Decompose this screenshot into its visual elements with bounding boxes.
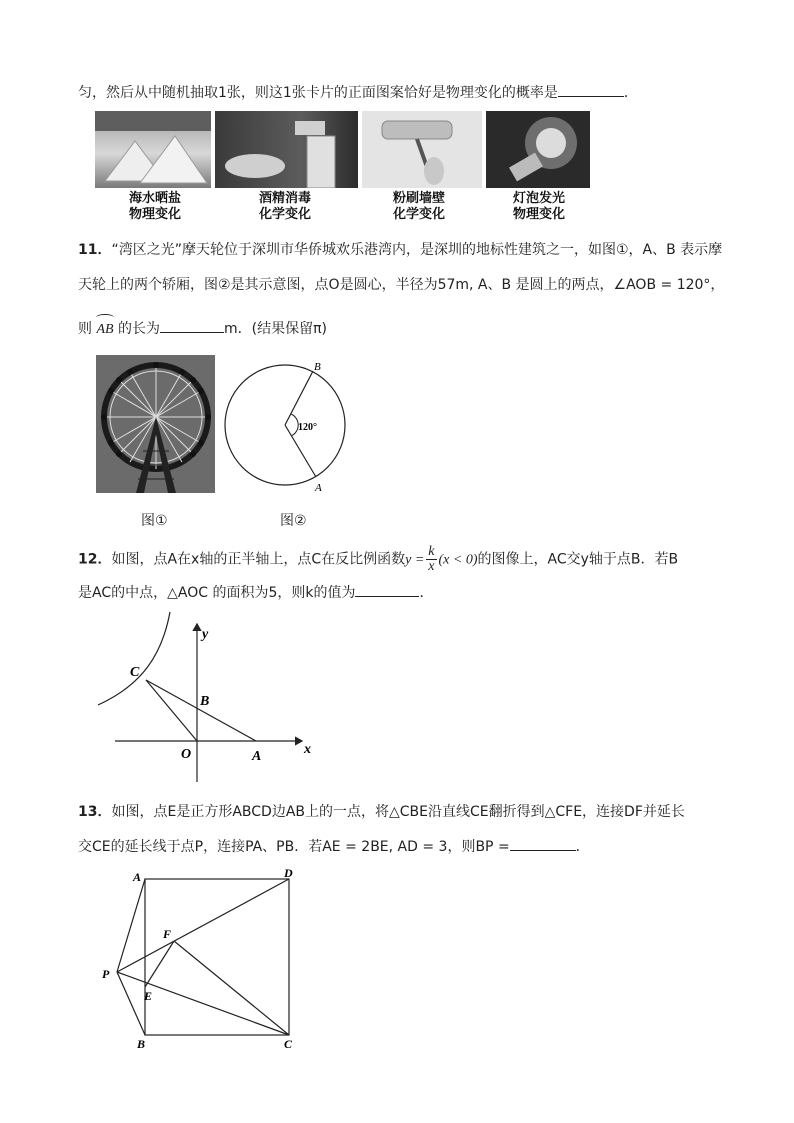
func-condition: (x < 0) xyxy=(438,552,478,568)
q10-end: ． xyxy=(623,85,638,101)
point-a-label: A xyxy=(252,749,262,764)
card-caption-4 xyxy=(494,191,584,223)
q12-answer-blank[interactable] xyxy=(355,582,419,597)
segment-pb xyxy=(117,972,145,1035)
q10-text-line xyxy=(78,82,638,103)
ferris-wheel-photo xyxy=(96,355,215,493)
bulb-image xyxy=(486,111,590,188)
q13-text-2b: ． xyxy=(575,839,590,855)
q12-number: 12． xyxy=(78,551,112,568)
segment-cf xyxy=(174,941,289,1035)
card-1-type: 物理变化 xyxy=(128,207,181,222)
spray-bottle-image xyxy=(215,111,358,188)
q12-coordinate-diagram xyxy=(90,610,320,790)
point-b-label: B xyxy=(314,361,321,373)
q11-answer-blank[interactable] xyxy=(160,318,224,333)
q13-answer-blank[interactable] xyxy=(510,836,576,851)
card-4-title: 灯泡发光 xyxy=(512,191,565,206)
label-d: D xyxy=(284,866,293,880)
q11-text-2: 天轮上的两个轿厢，图②是其示意图，点O是圆心，半径为57m, A、B 是圆上的两点，∠AOB = 120°， xyxy=(78,277,725,293)
label-a: A xyxy=(133,870,142,884)
label-e: E xyxy=(144,989,153,1003)
origin-label: O xyxy=(181,747,192,762)
segment-pd xyxy=(117,879,289,972)
label-b: B xyxy=(137,1037,146,1051)
q13-line-2 xyxy=(78,836,590,857)
segment-pc xyxy=(117,972,289,1035)
point-a-label: A xyxy=(315,482,322,494)
arc-mark xyxy=(96,314,113,321)
segment-pa xyxy=(117,879,145,972)
q11-line-1 xyxy=(78,240,722,260)
arc-ab-text: AB xyxy=(96,322,114,337)
light-bulb-photo xyxy=(486,111,590,188)
fraction-denominator: x xyxy=(428,559,435,574)
q12-text-1a: 如图，点A在x轴的正半轴上，点C在反比例函数 xyxy=(111,551,406,568)
q12-text-1b: 的图像上，AC交y轴于点B．若B xyxy=(477,551,679,568)
fraction-k-over-x xyxy=(426,545,436,574)
label-p: P xyxy=(102,967,110,981)
segment-oc xyxy=(146,680,197,741)
q12-line-2 xyxy=(78,582,433,603)
sea-salt-photo xyxy=(95,111,211,188)
fig2-label: 图② xyxy=(280,513,307,529)
square-abcd xyxy=(145,879,289,1035)
q13-text-2a: 交CE的延长线于点P，连接PA、PB．若AE = 2BE, AD = 3，则BP = xyxy=(78,839,510,855)
q12-text-2a: 是AC的中点，△AOC 的面积为5，则k的值为 xyxy=(78,585,356,601)
y-axis-label: y xyxy=(202,627,209,642)
label-f: F xyxy=(163,927,172,941)
radius-ob xyxy=(285,371,313,425)
card-3-type: 化学变化 xyxy=(392,207,445,222)
card-caption-2 xyxy=(240,191,330,223)
hyperbola-curve xyxy=(98,612,170,705)
card-1-title: 海水晒盐 xyxy=(128,191,181,206)
q11-text-1: “湾区之光”摩天轮位于深圳市华侨城欢乐港湾内，是深圳的地标性建筑之一，如图①，A、B 表示摩 xyxy=(111,242,723,258)
q11-text-3a: 则 xyxy=(78,321,97,337)
point-c-label: C xyxy=(130,665,140,680)
q12-text-2b: ． xyxy=(419,585,434,601)
card-3-title: 粉刷墙壁 xyxy=(392,191,445,206)
card-2-type: 化学变化 xyxy=(258,207,311,222)
arc-ab-symbol xyxy=(96,320,113,340)
alcohol-spray-photo xyxy=(215,111,358,188)
segment-ef xyxy=(145,941,174,987)
point-b-label: B xyxy=(200,694,210,709)
ferris-wheel-image xyxy=(96,355,215,493)
q13-number: 13． xyxy=(78,804,112,820)
q10-text: 匀，然后从中随机抽取1张，则这1张卡片的正面图案恰好是物理变化的概率是 xyxy=(78,85,558,101)
q13-line-1 xyxy=(78,802,685,822)
angle-label: 120° xyxy=(298,422,317,433)
card-4-type: 物理变化 xyxy=(512,207,565,222)
card-caption-1 xyxy=(110,191,200,223)
square-fold-diagram xyxy=(95,862,315,1062)
fig1-label: 图① xyxy=(141,513,168,529)
q10-answer-blank[interactable] xyxy=(558,82,624,97)
card-caption-3 xyxy=(374,191,464,223)
salt-pile-image xyxy=(95,111,211,188)
q11-line-3 xyxy=(78,318,327,340)
circle-diagram xyxy=(220,355,350,495)
q11-text-3c: m．(结果保留π) xyxy=(224,321,328,337)
label-c: C xyxy=(284,1037,293,1051)
card-2-title: 酒精消毒 xyxy=(258,191,311,206)
q11-number: 11． xyxy=(78,242,112,258)
q11-text-3b: 的长为 xyxy=(113,321,161,337)
q13-text-1: 如图，点E是正方形ABCD边AB上的一点，将△CBE沿直线CE翻折得到△CFE，连接DF并延长 xyxy=(111,804,685,820)
paint-roller-photo xyxy=(362,111,482,188)
q11-line-2 xyxy=(78,275,724,295)
func-y: y = xyxy=(405,552,425,568)
segment-ac xyxy=(146,680,256,741)
roller-image xyxy=(362,111,482,188)
q12-line-1 xyxy=(78,545,678,574)
x-axis-label: x xyxy=(304,742,311,757)
fraction-numerator: k xyxy=(428,544,435,559)
